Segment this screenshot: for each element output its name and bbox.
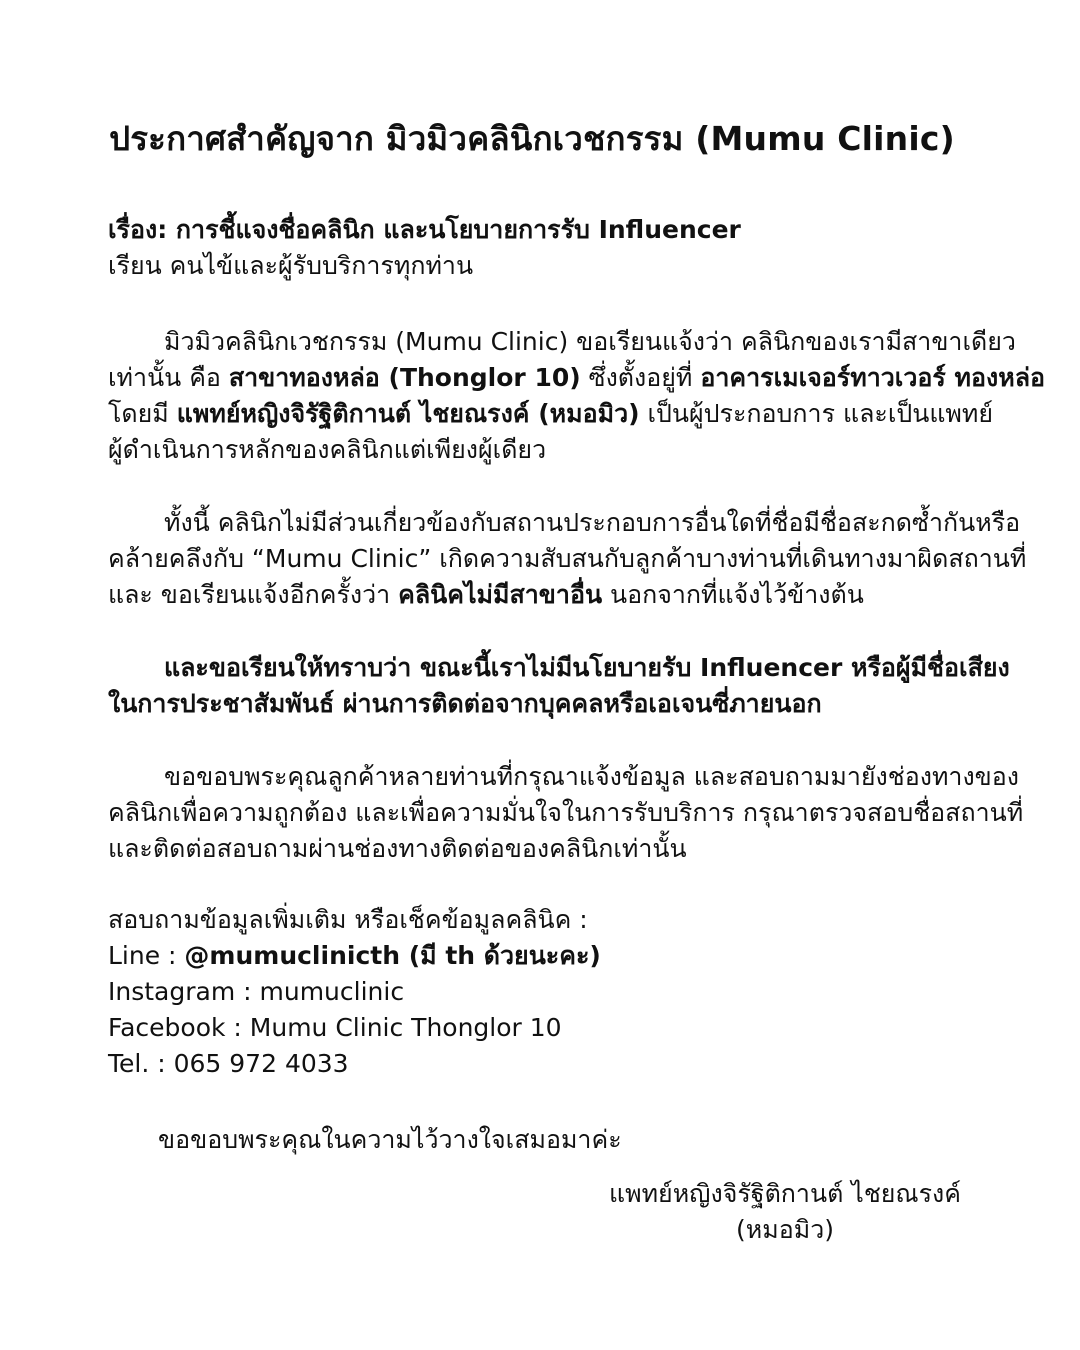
paragraph-line: มิวมิวคลินิกเวชกรรม (Mumu Clinic) ขอเรียนแจ้งว่า คลินิกของเรามีสาขาเดียว <box>164 327 1016 356</box>
thanks-text: ขอขอบพระคุณในความไว้วางใจเสมอมาค่ะ <box>158 1125 622 1154</box>
paragraph-line: ขอขอบพระคุณลูกค้าหลายท่านที่กรุณาแจ้งข้อมูล และสอบถามมายังช่องทางของ <box>164 762 1019 791</box>
text-run: โดยมี <box>108 399 177 428</box>
subject-label: เรื่อง: การชี้แจงชื่อคลินิก และนโยบายการรับ Influencer <box>108 215 741 244</box>
contact-facebook: Facebook : Mumu Clinic Thonglor 10 <box>108 1013 562 1042</box>
paragraph-line: ผู้ดำเนินการหลักของคลินิกแต่เพียงผู้เดียว <box>108 435 547 464</box>
paragraph-line <box>108 396 1008 432</box>
contact-heading: สอบถามข้อมูลเพิ่มเติม หรือเช็คข้อมูลคลินิค : <box>108 905 588 934</box>
subject-heading <box>108 212 1008 248</box>
doctor-name: แพทย์หญิงจิรัฐิติกานต์ ไชยณรงค์ (หมอมิว) <box>176 399 640 428</box>
paragraph-thank-customers <box>108 759 1024 867</box>
page-title: ประกาศสำคัญจาก มิวมิวคลินิกเวชกรรม (Mumu Clinic) <box>109 119 955 158</box>
contact-tel: Tel. : 065 972 4033 <box>108 1049 349 1078</box>
signature-nickname: (หมอมิว) <box>736 1215 834 1244</box>
paragraph-line <box>108 650 1008 686</box>
paragraph-line <box>108 360 1046 396</box>
subject-block <box>108 212 1008 284</box>
signature-block <box>560 1176 1010 1248</box>
text-run: ซึ่งตั้งอยู่ที่ <box>580 363 701 392</box>
paragraph-no-affiliation <box>108 505 1027 613</box>
text-run: และ ขอเรียนแจ้งอีกครั้งว่า <box>108 580 399 609</box>
no-other-branch-notice: คลินิคไม่มีสาขาอื่น <box>398 580 603 609</box>
paragraph-influencer-policy <box>108 650 1008 722</box>
paragraph-line: และติดต่อสอบถามผ่านช่องทางติดต่อของคลินิกเท่านั้น <box>108 834 687 863</box>
paragraph-line: คล้ายคลึงกับ “Mumu Clinic” เกิดความสับสนกับลูกค้าบางท่านที่เดินทางมาผิดสถานที่ <box>108 544 1027 573</box>
policy-text: และขอเรียนให้ทราบว่า ขณะนี้เราไม่มีนโยบายรับ Influencer หรือผู้มีชื่อเสียง <box>164 653 1010 682</box>
text-run: เท่านั้น คือ <box>108 363 229 392</box>
paragraph-line <box>108 577 1008 613</box>
signature-name: แพทย์หญิงจิรัฐิติกานต์ ไชยณรงค์ <box>608 1179 961 1208</box>
line-id: @mumuclinicth (มี th ด้วยนะคะ) <box>184 941 601 970</box>
branch-name: สาขาทองหล่อ (Thonglor 10) <box>228 363 581 392</box>
contact-instagram: Instagram : mumuclinic <box>108 977 405 1006</box>
paragraph-branch-info <box>108 324 1046 468</box>
text-run: เป็นผู้ประกอบการ และเป็นแพทย์ <box>639 399 994 428</box>
line-label: Line : <box>108 941 185 970</box>
contact-line <box>108 938 1008 974</box>
policy-text: ในการประชาสัมพันธ์ ผ่านการติดต่อจากบุคคลหรือเอเจนซี่ภายนอก <box>108 689 822 718</box>
paragraph-line: ทั้งนี้ คลินิกไม่มีส่วนเกี่ยวข้องกับสถานประกอบการอื่นใดที่ชื่อมีชื่อสะกดซ้ำกันหรือ <box>164 508 1021 537</box>
paragraph-line: คลินิกเพื่อความถูกต้อง และเพื่อความมั่นใจในการรับบริการ กรุณาตรวจสอบชื่อสถานที่ <box>108 798 1024 827</box>
closing-thanks <box>108 1122 1058 1158</box>
salutation: เรียน คนไข้และผู้รับบริการทุกท่าน <box>108 251 474 280</box>
building-name: อาคารเมเจอร์ทาวเวอร์ ทองหล่อ <box>700 363 1046 392</box>
contact-info <box>108 902 1008 1082</box>
text-run: นอกจากที่แจ้งไว้ข้างต้น <box>602 580 864 609</box>
paragraph-line <box>108 686 1008 722</box>
